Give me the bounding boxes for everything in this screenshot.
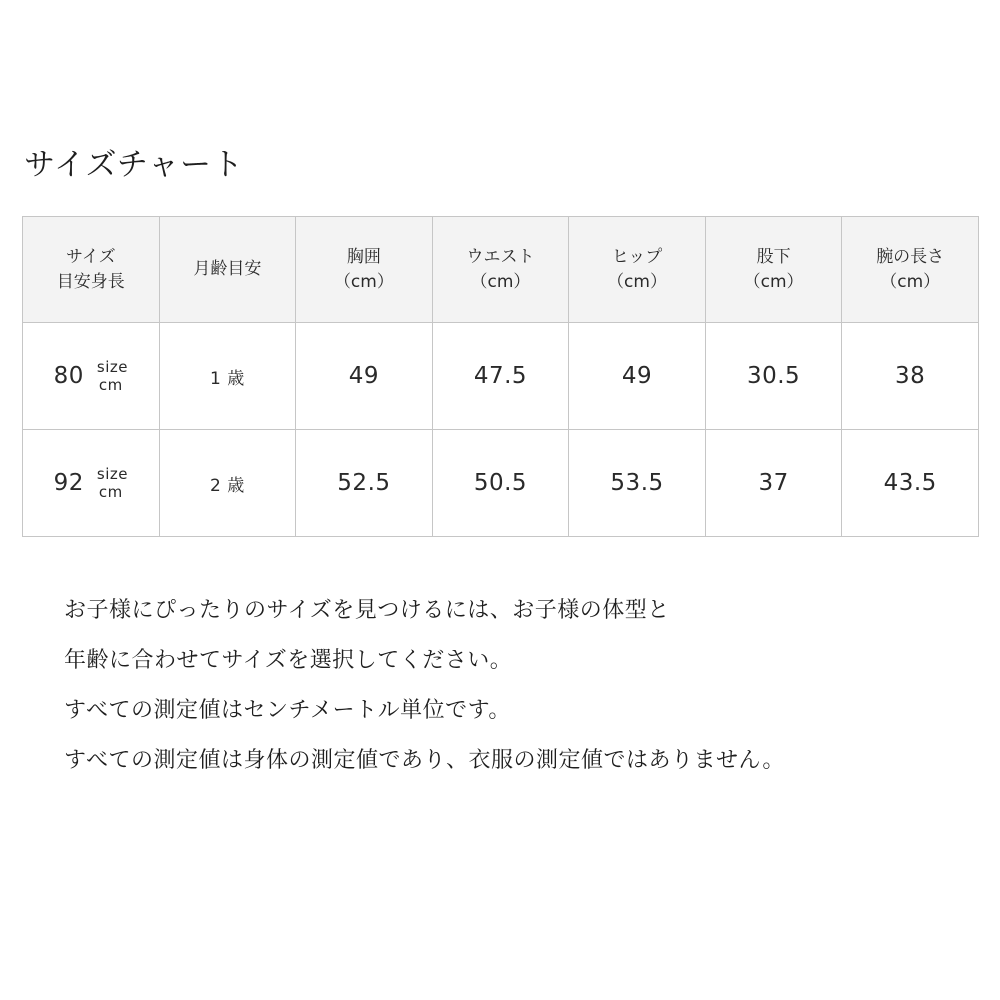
header-hip-label: ヒップ: [611, 246, 663, 267]
age-cell: 2 歳: [159, 430, 296, 537]
hip-cell: 53.5: [569, 430, 706, 537]
header-arm: [842, 217, 979, 323]
header-waist-unit: （cm）: [470, 271, 531, 292]
header-age: [159, 217, 296, 323]
note-line: お子様にぴったりのサイズを見つけるには、お子様の体型と: [64, 598, 670, 623]
size-value: 92: [53, 470, 84, 496]
header-chest: [296, 217, 433, 323]
size-chart-table: [22, 216, 979, 537]
header-inseam: [705, 217, 842, 323]
header-age-label: 月齢目安: [193, 259, 262, 279]
header-chest-unit: （cm）: [333, 271, 394, 292]
header-arm-unit: （cm）: [880, 271, 941, 292]
size-cell: [23, 430, 160, 537]
inseam-cell: 30.5: [705, 323, 842, 430]
size-notes: [64, 586, 984, 786]
table-row: [23, 323, 979, 430]
size-unit: [97, 465, 128, 501]
header-chest-label: 胸囲: [346, 246, 381, 267]
header-inseam-unit: （cm）: [743, 271, 804, 292]
table-header-row: [23, 217, 979, 323]
table-row: [23, 430, 979, 537]
size-value: 80: [53, 363, 84, 389]
hip-cell: 49: [569, 323, 706, 430]
size-unit: [97, 358, 128, 394]
note-line: すべての測定値は身体の測定値であり、衣服の測定値ではありません。: [64, 748, 785, 773]
size-cell: [23, 323, 160, 430]
header-size-label: サイズ: [65, 246, 116, 267]
header-hip-unit: （cm）: [607, 271, 667, 292]
arm-cell: 38: [842, 323, 979, 430]
size-unit-cm: cm: [98, 376, 123, 394]
header-waist-label: ウエスト: [466, 246, 535, 267]
header-hip: [569, 217, 706, 323]
note-line: 年齢に合わせてサイズを選択してください。: [64, 648, 513, 673]
size-unit-cm: cm: [98, 483, 123, 501]
note-line: すべての測定値はセンチメートル単位です。: [64, 698, 511, 723]
size-unit-size: size: [96, 465, 128, 483]
age-cell: 1 歳: [159, 323, 296, 430]
arm-cell: 43.5: [842, 430, 979, 537]
size-unit-size: size: [96, 358, 128, 376]
page-title: サイズチャート: [24, 147, 244, 183]
inseam-cell: 37: [705, 430, 842, 537]
header-inseam-label: 股下: [756, 246, 791, 267]
header-size-sublabel: 目安身長: [56, 271, 125, 292]
header-waist: [432, 217, 569, 323]
chest-cell: 49: [296, 323, 433, 430]
header-size: [23, 217, 160, 323]
waist-cell: 47.5: [432, 323, 569, 430]
header-arm-label: 腕の長さ: [876, 246, 945, 267]
waist-cell: 50.5: [432, 430, 569, 537]
chest-cell: 52.5: [296, 430, 433, 537]
